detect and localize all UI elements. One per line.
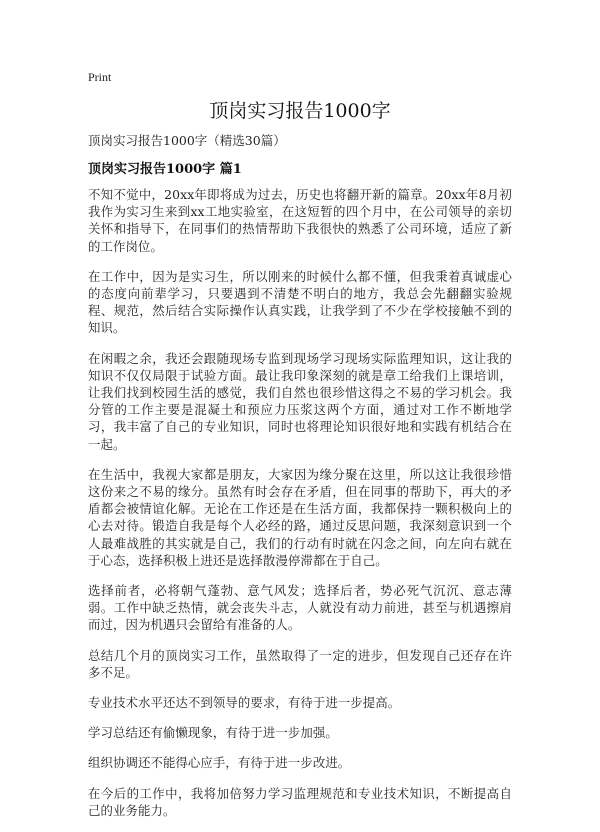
paragraph: 在生活中，我视大家都是朋友，大家因为缘分聚在这里，所以这让我很珍惜这份来之不易的缘分。虽然有时会存在矛盾，但在同事的帮助下，再大的矛盾都会被情谊化解。无论在工作还是在生活方面，我都保持一颗积极向上的心去对待。锻造自我是每个人必经的路，通过反思问题，我深刻意识到一个人最难战胜的其实就是自己，我们的行动有时就在闪念之间，向左向右就在于心态，选择积极上进还是选择散漫停滞都在于自己。: [88, 466, 512, 568]
paragraph: 不知不觉中，20xx年即将成为过去，历史也将翻开新的篇章。20xx年8月初我作为实习生来到xx工地实验室，在这短暂的四个月中，在公司领导的亲切关怀和指导下，在同事们的热情帮助下我很快的熟悉了公司环境，适应了新的工作岗位。: [88, 187, 512, 254]
paragraph: 在工作中，因为是实习生，所以刚来的时候什么都不懂，但我秉着真诚虚心的态度向前辈学习，只要遇到不清楚不明白的地方，我总会先翻翻实验规程、规范，然后结合实际操作认真实践，让我学到了不少在学校接触不到的知识。: [88, 268, 512, 336]
document-subtitle: 顶岗实习报告1000字（精选30篇）: [88, 133, 286, 148]
paragraph: 总结几个月的顶岗实习工作，虽然取得了一定的进步，但发现自己还存在许多不足。: [88, 647, 512, 680]
section-heading: 顶岗实习报告1000字 篇1: [88, 162, 242, 177]
page-title: 顶岗实习报告1000字: [209, 100, 391, 122]
paragraph: 在今后的工作中，我将加倍努力学习监理规范和专业技术知识，不断提高自己的业务能力。: [88, 785, 512, 818]
article-body: [88, 186, 512, 832]
paragraph: 组织协调还不能得心应手，有待于进一步改进。: [88, 755, 351, 771]
paragraph: 选择前者，必将朝气蓬勃、意气风发；选择后者，势必死气沉沉、意志薄弱。工作中缺乏热情，就会丧失斗志，人就没有动力前进，甚至与机遇擦肩而过，因为机遇只会留给有准备的人。: [88, 583, 512, 633]
paragraph: 学习总结还有偷懒现象，有待于进一步加强。: [88, 725, 338, 741]
paragraph: 专业技术水平还达不到领导的要求，有待于进一步提高。: [88, 695, 401, 711]
print-link[interactable]: Print: [88, 70, 112, 84]
paragraph: 在闲暇之余，我还会跟随现场专监到现场学习现场实际监理知识，这让我的知识不仅仅局限于试验方面。最让我印象深刻的就是章工给我们上课培训，让我们找到校园生活的感觉，我们自然也很珍惜这得之不易的学习机会。我分管的工作主要是混凝土和预应力压浆这两个方面，通过对工作不断地学习，我丰富了自己的专业知识，同时也将理论知识很好地和实践有机结合在一起。: [88, 350, 512, 452]
